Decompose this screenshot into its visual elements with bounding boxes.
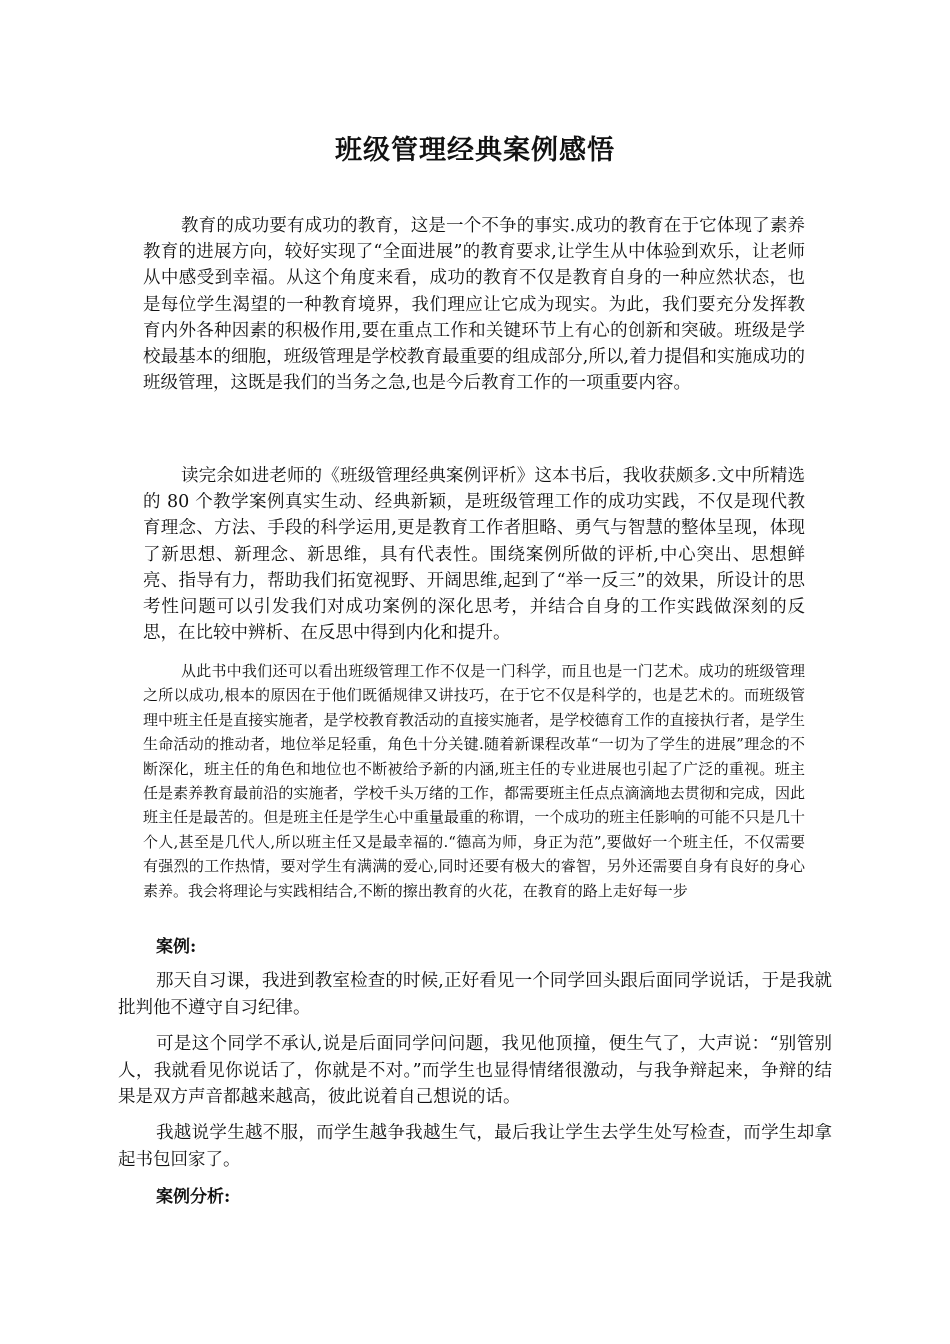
document-title: 班级管理经典案例感悟 <box>335 135 615 166</box>
case-paragraph: 那天自习课，我进到教室检查的时候,正好看见一个同学回头跟后面同学说话，于是我就批判他不遵守自习纪律。 <box>118 971 832 1018</box>
book-review-paragraph: 读完余如进老师的《班级管理经典案例评析》这本书后，我收获颇多.文中所精选的 80 个教学案例真实生动、经典新颖，是班级管理工作的成功实践，不仅是现代教育理念、方法、手段的科学运用,更是教育工作者胆略、勇气与智慧的整体呈现，体现了新思想、新理念、新思维，具有代表性。围绕案例所做的评析,中心突出、思想鲜亮、指导有力，帮助我们拓宽视野、开阔思维,起到了“举一反三”的效果，所设计的思考性问题可以引发我们对成功案例的深化思考，并结合自身的工作实践做深刻的反思，在比较中辨析、在反思中得到内化和提升。 <box>143 466 805 644</box>
case-heading: 案例: <box>156 937 197 957</box>
class-management-paragraph: 从此书中我们还可以看出班级管理工作不仅是一门科学，而且也是一门艺术。成功的班级管理之所以成功,根本的原因在于他们既循规律又讲技巧，在于它不仅是科学的，也是艺术的。而班级管理中班主任是直接实施者，是学校教育教活动的直接实施者，是学校德育工作的直接执行者，是学生生命活动的推动者，地位举足轻重，角色十分关键.随着新课程改革“一切为了学生的进展”理念的不断深化，班主任的角色和地位也不断被给予新的内涵,班主任的专业进展也引起了广泛的重视。班主任是素养教育最前沿的实施者，学校千头万绪的工作，都需要班主任点点滴滴地去贯彻和完成，因此班主任是最苦的。但是班主任是学生心中重量最重的称谓，一个成功的班主任影响的可能不只是几十个人,甚至是几代人,所以班主任又是最幸福的.“德高为师，身正为范”,要做好一个班主任，不仅需要有强烈的工作热情，要对学生有满满的爱心,同时还要有极大的睿智，另外还需要自身有良好的身心素养。我会将理论与实践相结合,不断的擦出教育的火花，在教育的路上走好每一步 <box>143 662 805 900</box>
case-analysis-heading: 案例分析: <box>156 1187 231 1207</box>
case-paragraph: 我越说学生越不服，而学生越争我越生气，最后我让学生去学生处写检查，而学生却拿起书包回家了。 <box>118 1123 832 1170</box>
intro-paragraph: 教育的成功要有成功的教育，这是一个不争的事实.成功的教育在于它体现了素养教育的进展方向，较好实现了“全面进展”的教育要求,让学生从中体验到欢乐，让老师从中感受到幸福。从这个角度来看，成功的教育不仅是教育自身的一种应然状态，也是每位学生渴望的一种教育境界，我们理应让它成为现实。为此，我们要充分发挥教育内外各种因素的积极作用,要在重点工作和关键环节上有心的创新和突破。班级是学校最基本的细胞，班级管理是学校教育最重要的组成部分,所以,着力提倡和实施成功的班级管理，这既是我们的当务之急,也是今后教育工作的一项重要内容。 <box>143 216 805 394</box>
case-paragraph: 可是这个同学不承认,说是后面同学问问题，我见他顶撞，便生气了，大声说：“别管别人，我就看见你说话了，你就是不对。”而学生也显得情绪很激动，与我争辩起来，争辩的结果是双方声音都越来越高，彼此说着自己想说的话。 <box>118 1034 832 1107</box>
